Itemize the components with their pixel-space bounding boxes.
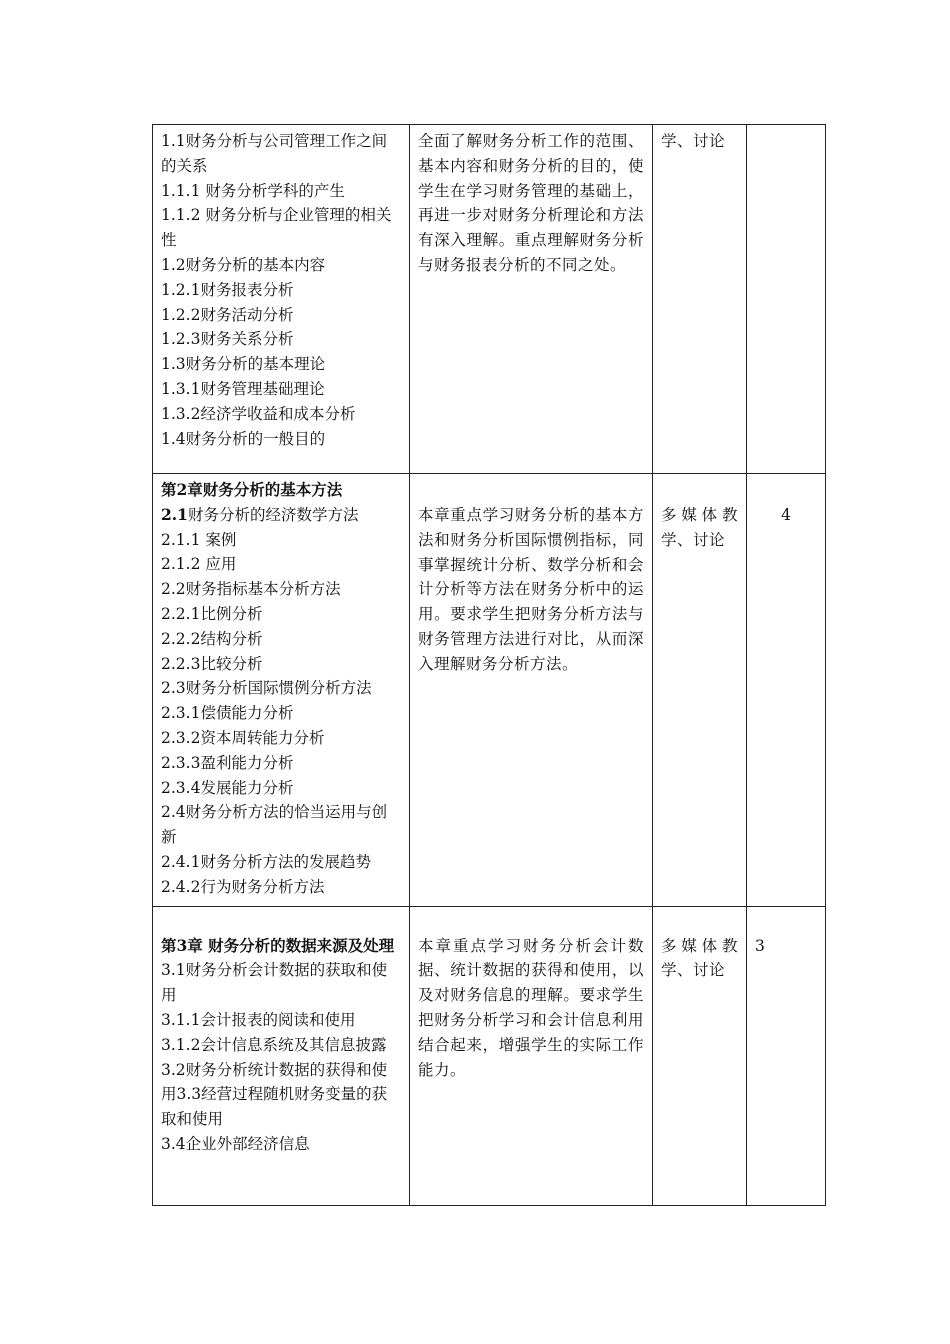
outline-item: 1.3财务分析的基本理论 bbox=[161, 355, 326, 374]
outline-cell bbox=[153, 474, 410, 907]
outline-item: 2.3.1偿债能力分析 bbox=[161, 704, 294, 723]
table-row bbox=[153, 125, 826, 474]
requirement-cell: 本章重点学习财务分析会计数据、统计数据的获得和使用，以及对财务信息的理解。要求学生把财务分析学习和会计信息利用结合起来，增强学生的实际工作能力。 bbox=[410, 906, 653, 1205]
section-title: 财务分析的经济数学方法 bbox=[187, 505, 359, 524]
outline-item: 2.4财务分析方法的恰当运用与创新 bbox=[161, 803, 388, 847]
outline-item: 3.2财务分析统计数据的获得和使用3.3经营过程随机财务变量的获取和使用 bbox=[161, 1060, 388, 1129]
method-cell: 学、讨论 bbox=[653, 125, 747, 474]
outline-item: 1.1.2 财务分析与企业管理的相关性 bbox=[161, 206, 392, 250]
outline-item: 2.3财务分析国际惯例分析方法 bbox=[161, 679, 372, 698]
outline-item: 2.4.1财务分析方法的发展趋势 bbox=[161, 852, 371, 871]
outline-item: 2.2.2结构分析 bbox=[161, 629, 263, 648]
outline-item: 3.1财务分析会计数据的获取和使用 bbox=[161, 961, 388, 1005]
outline-cell bbox=[153, 906, 410, 1205]
chapter-title: 第2章财务分析的基本方法 bbox=[161, 480, 343, 499]
outline-item: 2.3.2资本周转能力分析 bbox=[161, 728, 325, 747]
outline-item: 1.2.1财务报表分析 bbox=[161, 280, 294, 299]
chapter-title: 第3章 财务分析的数据来源及处理 bbox=[161, 935, 395, 955]
table-row bbox=[153, 474, 826, 907]
outline-item: 2.1.1 案例 bbox=[161, 530, 237, 549]
hours-value: 4 bbox=[781, 506, 791, 524]
outline-item: 3.1.2会计信息系统及其信息披露 bbox=[161, 1035, 387, 1054]
hours-value: 3 bbox=[755, 936, 765, 955]
outline-item: 1.2.3财务关系分析 bbox=[161, 330, 294, 349]
outline-item: 1.2.2财务活动分析 bbox=[161, 305, 294, 324]
hours-cell bbox=[747, 125, 826, 474]
requirement-cell: 全面了解财务分析工作的范围、基本内容和财务分析的目的，使学生在学习财务管理的基础上，再进一步对财务分析理论和方法有深入理解。重点理解财务分析与财务报表分析的不同之处。 bbox=[410, 125, 653, 474]
table-row bbox=[153, 906, 826, 1205]
outline-item: 2.2.3比较分析 bbox=[161, 654, 263, 673]
outline-item: 2.4.2行为财务分析方法 bbox=[161, 877, 325, 896]
outline-item bbox=[161, 503, 401, 528]
outline-item: 2.2.1比例分析 bbox=[161, 604, 263, 623]
requirement-cell: 本章重点学习财务分析的基本方法和财务分析国际惯例指标，同事掌握统计分析、数学分析和会计分析等方法在财务分析中的运用。要求学生把财务分析方法与财务管理方法进行对比，从而深入理解财务分析方法。 bbox=[410, 474, 653, 907]
outline-item: 1.1财务分析与公司管理工作之间的关系 bbox=[161, 132, 388, 175]
syllabus-table bbox=[152, 124, 826, 1206]
method-cell: 多媒体教学、讨论 bbox=[653, 474, 747, 907]
outline-item: 2.2财务指标基本分析方法 bbox=[161, 580, 341, 599]
hours-cell bbox=[747, 474, 826, 907]
outline-item: 1.3.2经济学收益和成本分析 bbox=[161, 404, 356, 423]
outline-item: 2.1.2 应用 bbox=[161, 555, 237, 574]
outline-item: 2.3.4发展能力分析 bbox=[161, 778, 294, 797]
section-number: 2.1 bbox=[161, 504, 188, 524]
outline-item: 2.3.3盈利能力分析 bbox=[161, 753, 294, 772]
outline-item: 1.4财务分析的一般目的 bbox=[161, 429, 326, 448]
outline-item: 1.2财务分析的基本内容 bbox=[161, 255, 326, 274]
outline-item: 1.3.1财务管理基础理论 bbox=[161, 379, 325, 398]
outline-cell bbox=[153, 125, 410, 474]
outline-item: 3.1.1会计报表的阅读和使用 bbox=[161, 1010, 356, 1029]
outline-item: 1.1.1 财务分析学科的产生 bbox=[161, 181, 345, 200]
method-cell: 多媒体教学、讨论 bbox=[653, 906, 747, 1205]
outline-item: 3.4企业外部经济信息 bbox=[161, 1134, 310, 1153]
hours-cell bbox=[747, 906, 826, 1205]
